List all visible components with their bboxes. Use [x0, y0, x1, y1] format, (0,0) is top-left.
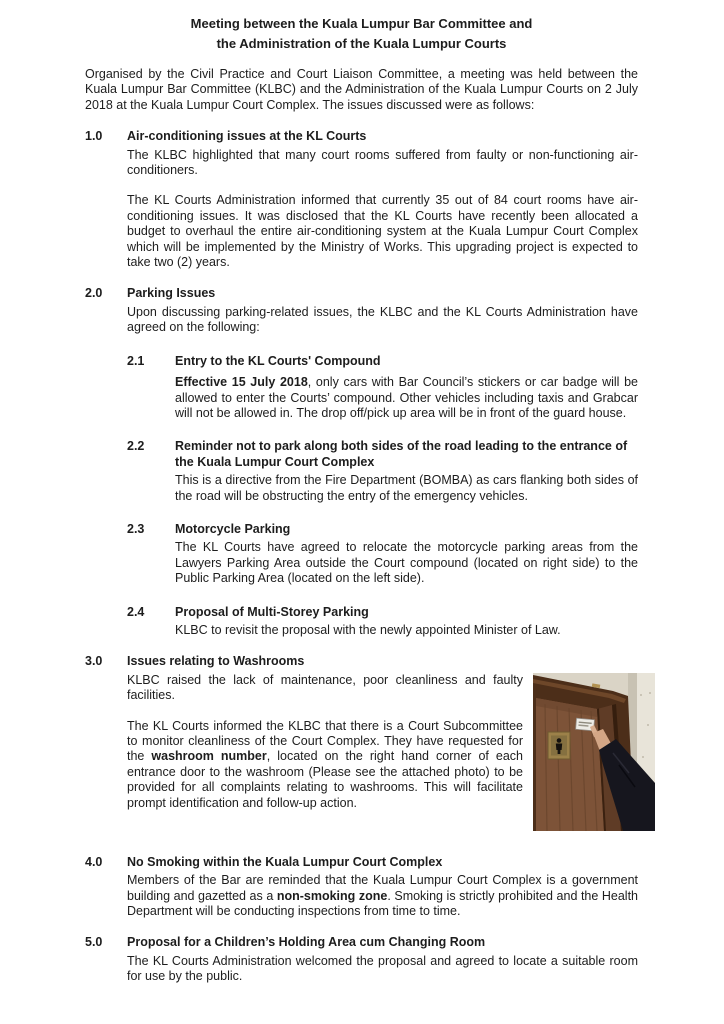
subsection-paragraph — [175, 540, 638, 586]
subsection-no-roadside-parking — [127, 439, 638, 504]
subsection-heading: Reminder not to park along both sides of the road leading to the entrance of the Kuala Lumpur Court Complex — [175, 439, 628, 469]
bold-non-smoking-zone: non-smoking zone — [276, 888, 388, 903]
body-text: . Smoking is strictly prohibited and the Health Department will be conducting inspections from time to time. — [127, 888, 639, 918]
section-heading: Air-conditioning issues at the KL Courts — [127, 129, 367, 144]
section-paragraph: KLBC raised the lack of maintenance, poor cleanliness and faulty facilities. — [127, 672, 523, 703]
section-number: 1.0 — [85, 129, 103, 144]
title-line-1: Meeting between the Kuala Lumpur Bar Committee and — [190, 16, 533, 31]
subsection-number: 2.4 — [127, 604, 145, 619]
section-number: 3.0 — [85, 654, 103, 669]
body-text: The KL Courts have agreed to relocate the motorcycle parking areas from the Lawyers Parking Area outside the Court compound (located on right side) to the Public Parking Area (located on the left side). — [175, 540, 638, 586]
section-number: 2.0 — [85, 286, 103, 301]
section-number: 5.0 — [85, 935, 103, 950]
body-text: , only cars with Bar Council’s stickers or car badge will be allowed to enter the Courts’ compound. Other vehicles including taxis and Grabcar will not be allowed in. The drop off/pick up area will be in front of the guard house. — [175, 375, 638, 420]
section-air-conditioning — [85, 129, 638, 270]
subsection-number: 2.2 — [127, 439, 145, 454]
subsection-paragraph — [175, 623, 638, 638]
subsection-heading: Motorcycle Parking — [175, 521, 291, 536]
subsection-paragraph — [175, 375, 638, 421]
body-text: , located on the right hand corner of each entrance door to the washroom (Please see the attached photo) to be provided for all complaints relating to washrooms. This will facilitate prompt identification and follow-up action. — [127, 749, 523, 810]
body-text: The KL Courts informed the KLBC that there is a Court Subcommittee to monitor cleanliness of the Court Complex. They have requested for the — [127, 718, 523, 764]
section-childrens-holding-area — [85, 935, 638, 984]
subsection-number: 2.3 — [127, 521, 145, 536]
subsection-heading: Entry to the KL Courts' Compound — [175, 353, 381, 368]
subsection-multi-storey-parking — [127, 605, 638, 639]
title-line-2: the Administration of the Kuala Lumpur Courts — [216, 36, 507, 51]
body-text: KLBC to revisit the proposal with the newly appointed Minister of Law. — [175, 622, 561, 637]
section-paragraph: The KL Courts Administration informed that currently 35 out of 84 court rooms have air-conditioning issues. It was disclosed that the KL Courts have recently been allocated a budget to overhaul the entire air-conditioning system at the Kuala Lumpur Court Complex which will be implemented by the Ministry of Works. This upgrading project is expected to take two (2) years. — [127, 193, 638, 270]
male-washroom-sign — [548, 732, 570, 759]
body-text: Members of the Bar are reminded that the Kuala Lumpur Court Complex is a government building and gazetted as a — [127, 873, 638, 903]
section-no-smoking — [85, 855, 638, 920]
section-paragraph — [127, 873, 638, 919]
section-heading: Parking Issues — [127, 286, 216, 301]
subsection-heading: Proposal of Multi-Storey Parking — [175, 604, 369, 619]
section-paragraph: Upon discussing parking-related issues, the KLBC and the KL Courts Administration have agreed on the following: — [127, 304, 638, 335]
intro-paragraph: Organised by the Civil Practice and Court Liaison Committee, a meeting was held between the Kuala Lumpur Bar Committee (KLBC) and the Administration of the Kuala Lumpur Courts on 2 July 2018 at the Kuala Lumpur Court Complex. The issues discussed were as follows: — [85, 67, 638, 112]
document-title — [85, 14, 638, 54]
subsection-entry-compound — [127, 354, 638, 422]
section-parking-issues — [85, 286, 638, 638]
section-heading: Issues relating to Washrooms — [127, 654, 305, 669]
section-number: 4.0 — [85, 854, 103, 869]
body-text: This is a directive from the Fire Department (BOMBA) as cars flanking both sides of the road will be obstructing the entry of the emergency vehicles. — [175, 473, 638, 503]
section-paragraph: The KLBC highlighted that many court rooms suffered from faulty or non-functioning air-conditioners. — [127, 147, 638, 178]
subsection-number: 2.1 — [127, 353, 145, 368]
section-heading: No Smoking within the Kuala Lumpur Court Complex — [127, 854, 443, 869]
bold-washroom-number: washroom number — [151, 749, 267, 764]
subsection-motorcycle-parking — [127, 522, 638, 587]
section-heading: Proposal for a Children’s Holding Area cum Changing Room — [127, 935, 486, 950]
section-washrooms — [85, 654, 638, 838]
bold-effective-date: Effective 15 July 2018 — [175, 375, 308, 390]
washroom-door-photo-graphic — [533, 673, 655, 831]
washroom-door-photo — [533, 673, 655, 831]
section-paragraph: The KL Courts Administration welcomed the proposal and agreed to locate a suitable room for use by the public. — [127, 953, 638, 984]
subsection-paragraph — [175, 473, 638, 504]
